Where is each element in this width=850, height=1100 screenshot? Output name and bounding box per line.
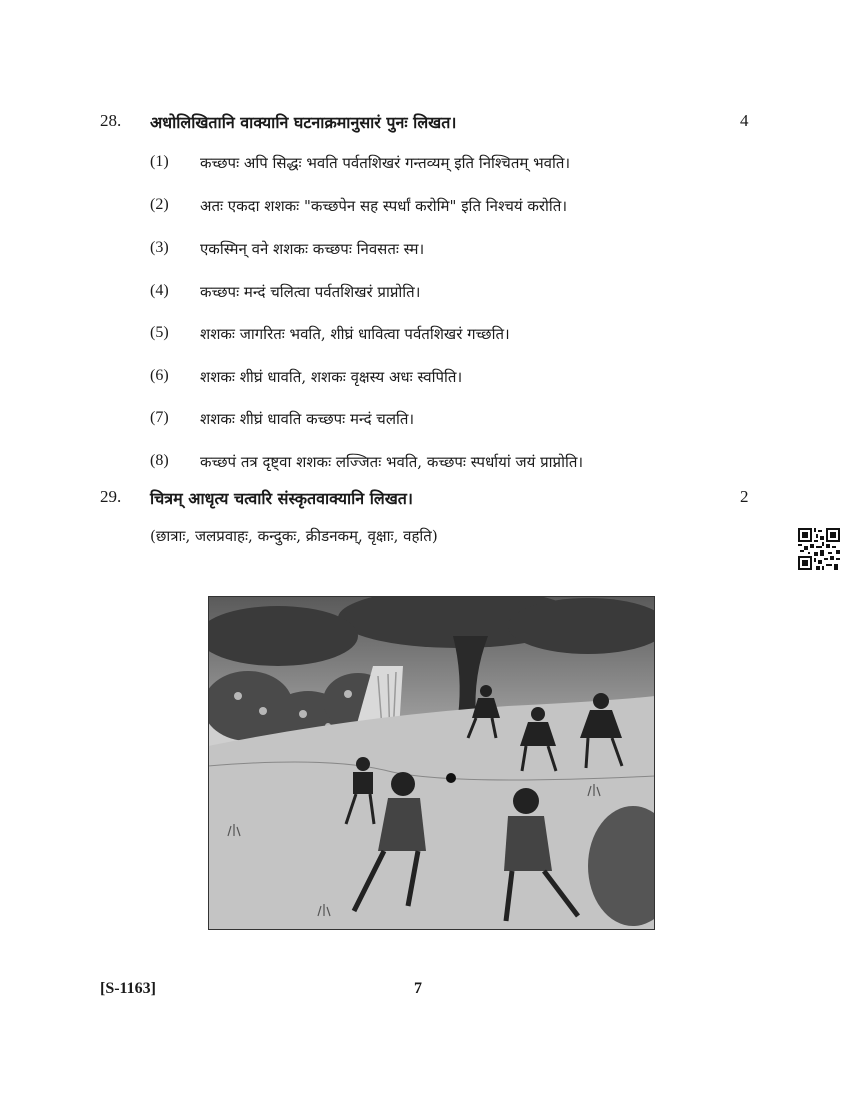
question-28-prompt: अधोलिखितानि वाक्यानि घटनाक्रमानुसारं पुनः लिखत।: [150, 113, 457, 132]
paper-code: [S-1163]: [100, 980, 156, 997]
list-item-text: शशकः जागरितः भवति, शीघ्रं धावित्वा पर्वतशिखरं गच्छति।: [200, 325, 510, 343]
qr-code-icon: [798, 528, 840, 570]
list-item-text: कच्छपः मन्दं चलित्वा पर्वतशिखरं प्राप्नोति।: [200, 283, 421, 301]
question-29-word-hint: (छात्राः, जलप्रवाहः, कन्दुकः, क्रीडनकम्, वृक्षाः, वहति): [150, 527, 438, 545]
list-item-text: कच्छपं तत्र दृष्ट्वा शशकः लज्जितः भवति, कच्छपः स्पर्धायां जयं प्राप्नोति।: [200, 453, 584, 471]
list-item-number: (4): [150, 282, 169, 299]
list-item-number: (5): [150, 324, 169, 341]
list-item-number: (7): [150, 409, 169, 426]
list-item-text: शशकः शीघ्रं धावति कच्छपः मन्दं चलति।: [200, 410, 415, 428]
list-item-number: (2): [150, 196, 169, 213]
question-29-prompt: चित्रम् आधृत्य चत्वारि संस्कृतवाक्यानि लिखत।: [150, 489, 413, 508]
list-item-number: (3): [150, 239, 169, 256]
list-item-text: कच्छपः अपि सिद्धः भवति पर्वतशिखरं गन्तव्यम् इति निश्चितम् भवति।: [200, 154, 571, 172]
list-item-number: (6): [150, 367, 169, 384]
question-29-number: 29.: [100, 487, 122, 506]
list-item-number: (1): [150, 153, 169, 170]
children-playing-illustration: [208, 596, 655, 930]
list-item-text: एकस्मिन् वने शशकः कच्छपः निवसतः स्म।: [200, 240, 425, 258]
question-29-marks: 2: [740, 487, 749, 506]
question-28-number: 28.: [100, 111, 122, 130]
list-item-number: (8): [150, 452, 169, 469]
list-item-text: अतः एकदा शशकः "कच्छपेन सह स्पर्धां करोमि" इति निश्चयं करोति।: [200, 197, 568, 215]
list-item-text: शशकः शीघ्रं धावति, शशकः वृक्षस्य अधः स्वपिति।: [200, 368, 463, 386]
question-28-marks: 4: [740, 111, 749, 130]
page-number: 7: [414, 980, 422, 997]
